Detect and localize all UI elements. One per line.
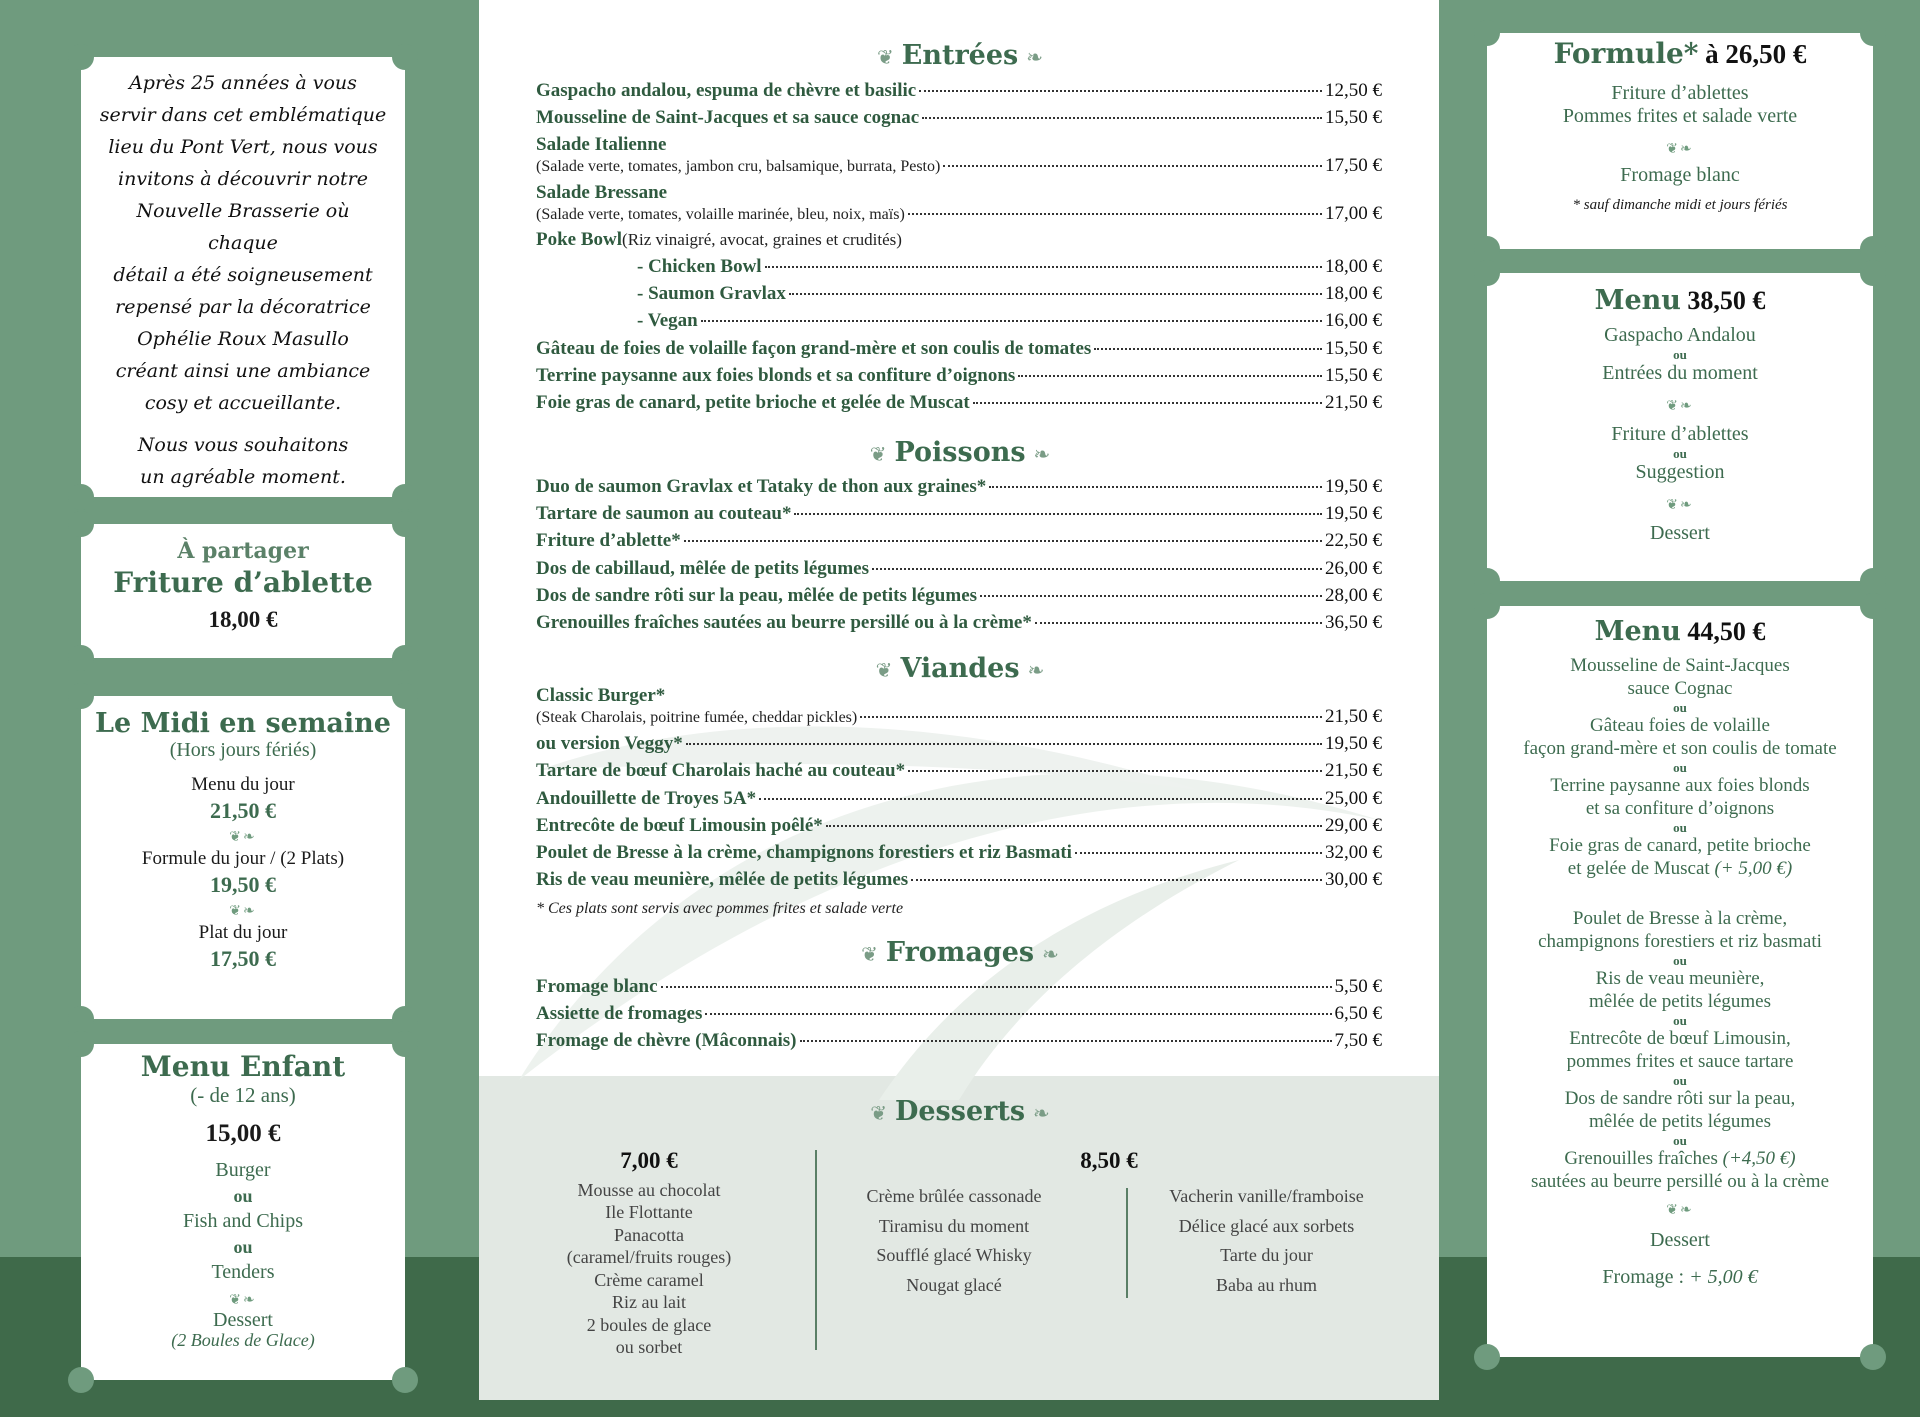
flourish-icon: ❧ [1026,45,1043,69]
menu44-choice-line: Foie gras de canard, petite brioche [1549,835,1811,856]
menu-item-name: Poke Bowl [536,228,623,250]
menu-item [637,283,1382,309]
menu-item-name: - Saumon Gravlax [637,283,786,305]
menu-item-price: 21,50 € [1325,706,1382,727]
menu44-card [1487,606,1873,1357]
leader-dots [980,595,1322,597]
dessert-item: Tiramisu du moment [878,1215,1030,1236]
leader-dots [684,540,1322,542]
leader-dots [908,770,1322,772]
menu44-choice-line: Entrecôte de bœuf Limousin, [1569,1028,1791,1049]
menu44-choice-line: et gelée de Muscat (+ 5,00 €) [1567,857,1793,879]
formule-price: à 26,50 € [1705,39,1807,69]
menu-item-price: 16,00 € [1325,310,1382,332]
dessert-item: ou sorbet [615,1337,683,1357]
desserts-list-c [1144,1182,1389,1300]
menu-item-price: 15,50 € [1325,107,1382,129]
menu-item-price: 7,50 € [1334,1030,1382,1052]
menu44-choice-line: Gâteau foies de volaille [1590,715,1770,736]
menu-item [637,256,1382,282]
menu-item-name: Entrecôte de bœuf Limousin poêlé* [536,814,823,836]
menu-item [536,530,1382,556]
desserts-col-c [1144,1182,1389,1300]
ornament-icon [1505,399,1855,415]
menu44-ou: ou [1673,1133,1687,1148]
menu44-ou: ou [1673,1073,1687,1088]
flourish-icon: ❦ [877,45,894,69]
menu44-choice-line: mêlée de petits légumes [1588,990,1772,1012]
menu-item-price: 18,00 € [1325,283,1382,305]
menu-item [536,842,1382,868]
formule-line: Pommes frites et salade verte [1562,105,1798,127]
formule-card [1487,33,1873,249]
menu-item-name: Foie gras de canard, petite brioche et gelée de Muscat [536,392,970,413]
menu44-choice-line: pommes frites et sauce tartare [1566,1050,1794,1072]
menu-item-price: 19,50 € [1325,733,1382,755]
share-card [81,524,405,658]
menu-item-name: Tartare de bœuf Charolais haché au couteau* [536,760,906,782]
menu-item [536,815,1382,841]
menu38-choice: Friture d’ablettes [1611,423,1749,445]
menu-item-detail: (Salade verte, tomates, jambon cru, balsamique, burrata, Pesto) [536,158,941,176]
midi-item-label: Plat du jour [198,922,288,943]
intro-line: servir dans cet emblématique [99,104,387,126]
dessert-item: (caramel/fruits rouges) [566,1247,732,1267]
menu44-ou: ou [1673,1013,1687,1028]
menu44-supplement: (+ 5,00 €) [1709,857,1793,879]
flourish-icon: ❦ [875,658,893,682]
intro-line: lieu du Pont Vert, nous vous [108,136,378,158]
dessert-item: Crème brûlée cassonade [866,1186,1042,1206]
midi-item-price: 17,50 € [210,946,276,971]
midi-item-price: 19,50 € [210,872,276,897]
menu38-choice: Suggestion [1635,461,1725,483]
menu44-ou: ou [1673,700,1687,715]
leader-dots [765,266,1322,268]
dessert-item: Tarte du jour [1220,1245,1313,1265]
menu-item-price: 21,50 € [1325,760,1382,782]
leader-dots [1018,375,1322,377]
kids-title: Menu Enfant [140,1050,346,1083]
menu-item [536,1030,1382,1056]
dessert-item: Vacherin vanille/framboise [1169,1186,1364,1206]
menu-item-name: Tartare de saumon au couteau* [536,503,792,525]
menu38-title: Menu [1594,285,1681,316]
divider [815,1150,817,1350]
desserts-price-b-wrap [1059,1150,1159,1173]
menu44-ou: ou [1673,760,1687,775]
menu-item [536,229,1382,255]
menu-item-name: Gaspacho andalou, espuma de chèvre et basilic [536,80,917,101]
kids-ou: ou [233,1237,253,1257]
viandes-heading: Viandes [900,653,1020,684]
section-fromages-title [535,937,1385,968]
menu-item [536,585,1382,611]
desserts-heading: Desserts [894,1096,1026,1127]
kids-choice: Fish and Chips [182,1210,304,1232]
menu-item-name: Grenouilles fraîches sautées au beurre persillé ou à la crème* [536,612,1032,633]
flourish-icon: ❦ [861,942,878,966]
menu-item [536,558,1382,584]
flourish-icon: ❦ [870,1101,887,1125]
kids-choices [99,1156,387,1287]
menu44-choice-line: Ris de veau meunière, [1595,968,1765,989]
menu44-choice-line: mêlée de petits légumes [1588,1110,1772,1132]
leader-dots [661,986,1332,988]
menu-item-name: Fromage de chèvre (Mâconnais) [536,1030,797,1052]
dessert-item: Baba au rhum [1216,1274,1317,1295]
formule-title: Formule* [1553,37,1699,70]
leader-dots [860,716,1322,718]
menu-item-price: 26,00 € [1325,557,1382,579]
menu-item-name: Andouillette de Troyes 5A* [536,787,757,809]
leader-dots [919,90,1322,92]
menu44-choice-line: Dos de sandre rôti sur la peau, [1564,1088,1796,1109]
kids-dessert: Dessert [213,1309,273,1331]
intro-line: cosy et accueillante. [144,392,342,414]
leader-dots [989,486,1322,488]
menu-item-name: Ris de veau meunière, mêlée de petits légumes [536,869,909,891]
intro-line: Après 25 années à vous [129,72,357,94]
menu-item [536,203,1382,229]
midi-item-label: Formule du jour / (2 Plats) [141,848,345,869]
dessert-item: Soufflé glacé Whisky [876,1245,1032,1265]
menu-item [536,476,1382,502]
leader-dots [701,320,1322,322]
dessert-item: Ile Flottante [605,1202,693,1222]
flourish-icon: ❧ [1033,1101,1050,1125]
leader-dots [826,825,1322,827]
intro-wish-line: un agréable moment. [140,466,346,488]
midi-title: Le Midi en semaine [95,708,391,739]
menu-item-price: 30,00 € [1325,869,1382,891]
menu44-choice-line: façon grand-mère et son coulis de tomate [1523,737,1837,759]
leader-dots [943,165,1322,167]
desserts-col-b [839,1182,1069,1300]
menu-item-name: Assiette de fromages [536,1003,703,1025]
section-viandes-title [535,653,1385,684]
menu44-price: 44,50 € [1687,617,1766,646]
ornament-icon [99,1293,387,1309]
menu-item [536,706,1382,732]
menu-item [536,1003,1382,1029]
flourish-icon: ❦ [869,442,887,466]
menu-item-price: 18,00 € [1325,256,1382,277]
divider [1126,1188,1128,1298]
formule-note: * sauf dimanche midi et jours fériés [1572,197,1788,213]
leader-dots [1035,622,1322,624]
flourish-icon: ❧ [1042,942,1059,966]
intro-line: Ophélie Roux Masullo [137,328,349,350]
menu-item [536,338,1382,364]
menu-item [536,976,1382,1002]
menu38-choice: Entrées du moment [1602,362,1758,384]
menu-item-name: ou version Veggy* [536,733,683,755]
kids-choice: Tenders [211,1261,275,1283]
menu44-starters [1505,655,1855,880]
menu-item-price: 15,50 € [1325,337,1382,359]
menu44-dessert: Dessert [1650,1229,1710,1251]
intro-wish-line: Nous vous souhaitons [137,434,349,456]
menu44-ou: ou [1673,820,1687,835]
menu-item [536,760,1382,786]
menu-item-name: Classic Burger* [536,685,666,706]
kids-price: 15,00 € [205,1120,281,1147]
desserts-col-a [549,1150,749,1359]
desserts-price-b: 8,50 € [1080,1148,1138,1173]
midi-item-price: 21,50 € [210,798,276,823]
leader-dots [908,213,1322,215]
menu38-ou: ou [1673,347,1687,362]
kids-subtitle: (- de 12 ans) [190,1083,296,1107]
menu-item-name: Friture d’ablette* [536,530,681,552]
dessert-item: Délice glacé aux sorbets [1178,1215,1355,1236]
kids-card [81,1044,405,1380]
menu-item [536,612,1382,638]
menu-item-name: Dos de cabillaud, mêlée de petits légumes [536,557,870,579]
menu-item-price: 5,50 € [1334,976,1382,997]
menu-item-detail: (Steak Charolais, poitrine fumée, cheddar pickles) [536,709,858,726]
midi-subtitle: (Hors jours fériés) [169,739,317,761]
menu-item-name: Duo de saumon Gravlax et Tataky de thon aux graines* [536,476,987,497]
desserts-list-b [839,1182,1069,1300]
midi-item-label: Menu du jour [191,774,295,795]
menu-item [536,80,1382,106]
menu-item-price: 17,50 € [1325,155,1382,177]
menu-item-price: 21,50 € [1325,392,1382,413]
share-title: Friture d’ablette [113,566,373,599]
menu-item-price: 29,00 € [1325,814,1382,836]
ornament-icon [99,904,387,920]
menu38-choice: Gaspacho Andalou [1604,324,1756,346]
menu-item-name: Dos de sandre rôti sur la peau, mêlée de petits légumes [536,584,978,606]
menu-item-name: - Chicken Bowl [637,256,762,277]
menu-item-name: Mousseline de Saint-Jacques et sa sauce cognac [536,107,920,129]
menu-item-price: 22,50 € [1325,530,1382,552]
menu-item-name: Gâteau de foies de volaille façon grand-mère et son coulis de tomates [536,337,1092,359]
section-desserts-title [535,1096,1385,1127]
leader-dots [1094,348,1322,350]
menu-item [536,155,1382,181]
midi-items [99,774,387,972]
menu-item-price: 6,50 € [1334,1003,1382,1025]
intro-line: repensé par la décoratrice [115,296,371,318]
intro-wish [99,429,387,493]
intro-line: Nouvelle Brasserie où chaque [136,200,350,254]
dessert-item: Mousse au chocolat [577,1179,721,1200]
menu44-choice-line: Mousseline de Saint-Jacques [1570,655,1790,676]
kids-dessert-note: (2 Boules de Glace) [171,1330,315,1350]
menu-item-price: 28,00 € [1325,584,1382,606]
formule-lines [1505,82,1855,128]
menu-item-price: 32,00 € [1325,842,1382,863]
viandes-note: * Ces plats sont servis avec pommes frites et salade verte [536,900,904,917]
intro-text [99,67,387,419]
menu-item-name: Terrine paysanne aux foies blonds et sa confiture d’oignons [536,364,1016,386]
dessert-item: Riz au lait [612,1292,686,1312]
entrees-heading: Entrées [901,40,1019,71]
menu-item [536,503,1382,529]
leader-dots [794,513,1322,515]
flourish-icon: ❧ [1033,442,1051,466]
fromages-heading: Fromages [885,937,1035,968]
ornament-icon [99,830,387,846]
formule-title-row [1505,37,1855,70]
leader-dots [872,568,1322,570]
menu44-supplement: (+4,50 €) [1717,1148,1796,1169]
leader-dots [759,798,1322,800]
leader-dots [800,1040,1332,1042]
menu-item-name: Fromage blanc [536,976,658,997]
menu44-choice-line: champignons forestiers et riz basmati [1538,930,1822,952]
menu-item [536,392,1382,418]
intro-line: détail a été soigneusement [113,264,373,286]
menu44-choice-line: sautées au beurre persillé ou à la crème [1530,1170,1830,1192]
menu-item-name: Poulet de Bresse à la crème, champignons forestiers et riz Basmati [536,842,1072,863]
menu-item-price: 25,00 € [1325,787,1382,809]
menu-item-name: Salade Bressane [536,181,668,203]
menu38-card [1487,273,1873,581]
formule-cheese: Fromage blanc [1620,164,1740,186]
menu44-choice-line: sauce Cognac [1627,677,1733,699]
intro-line: créant ainsi une ambiance [115,360,371,382]
leader-dots [1075,852,1322,854]
leader-dots [973,402,1322,404]
menu44-choice-line: Grenouilles fraîches (+4,50 €) [1564,1148,1796,1169]
menu44-fromage-supp: + 5,00 € [1689,1266,1758,1288]
section-poissons-title [535,437,1385,468]
ornament-icon [1505,142,1855,158]
dessert-item: Panacotta [614,1224,684,1245]
leader-dots [686,743,1322,745]
menu-item [536,107,1382,133]
poissons-heading: Poissons [894,437,1026,468]
menu44-title-row [1505,616,1855,647]
menu-item-name: - Vegan [637,310,698,332]
menu-item [536,365,1382,391]
menu-item-name: Salade Italienne [536,134,667,156]
menu-item-price: 19,50 € [1325,503,1382,525]
menu-item [536,788,1382,814]
leader-dots [922,117,1322,119]
kids-choice: Burger [215,1159,271,1181]
menu44-fromage-row [1505,1266,1855,1289]
menu-item-price: 36,50 € [1325,612,1382,633]
menu-item [637,310,1382,336]
menu44-mains [1505,908,1855,1193]
intro-card [81,57,405,497]
menu-item-price: 12,50 € [1325,80,1382,101]
menu44-choice-line: Poulet de Bresse à la crème, [1572,908,1788,929]
ornament-icon [1505,1203,1855,1219]
share-label: À partager [177,538,309,564]
menu38-body [1505,324,1855,545]
menu-item-price: 15,50 € [1325,364,1382,386]
desserts-price-a: 7,00 € [620,1148,678,1173]
leader-dots [789,293,1322,295]
intro-line: invitons à découvrir notre [118,168,368,190]
dessert-item: Crème caramel [594,1269,704,1290]
leader-dots [705,1013,1331,1015]
menu44-choice-line: Terrine paysanne aux foies blonds [1550,775,1810,796]
flourish-icon: ❧ [1027,658,1045,682]
share-price: 18,00 € [208,607,278,632]
menu44-choice-line: et sa confiture d’oignons [1585,797,1775,819]
main-menu-panel [479,0,1439,1400]
dessert-item: 2 boules de glace [586,1314,712,1335]
menu44-title: Menu [1594,616,1681,647]
leader-dots [911,879,1322,881]
kids-ou: ou [233,1186,253,1206]
menu38-ou: ou [1673,446,1687,461]
ornament-icon [1505,498,1855,514]
menu38-title-row [1505,285,1855,316]
midi-card [81,696,405,1019]
menu-item-detail: (Riz vinaigré, avocat, graines et crudités) [622,229,902,249]
dessert-item: Nougat glacé [906,1274,1002,1295]
menu-item-price: 19,50 € [1325,476,1382,497]
menu-item [536,869,1382,895]
section-entrees-title [535,40,1385,71]
menu38-price: 38,50 € [1687,286,1766,315]
menu38-dessert: Dessert [1650,522,1710,544]
menu44-ou: ou [1673,953,1687,968]
menu-item-price: 17,00 € [1325,202,1382,224]
menu-item [536,733,1382,759]
desserts-list-a [549,1179,749,1359]
menu-item-detail: (Salade verte, tomates, volaille marinée, bleu, noix, maïs) [536,205,905,223]
formule-line: Friture d’ablettes [1611,82,1749,104]
menu44-fromage: Fromage : [1602,1266,1690,1288]
